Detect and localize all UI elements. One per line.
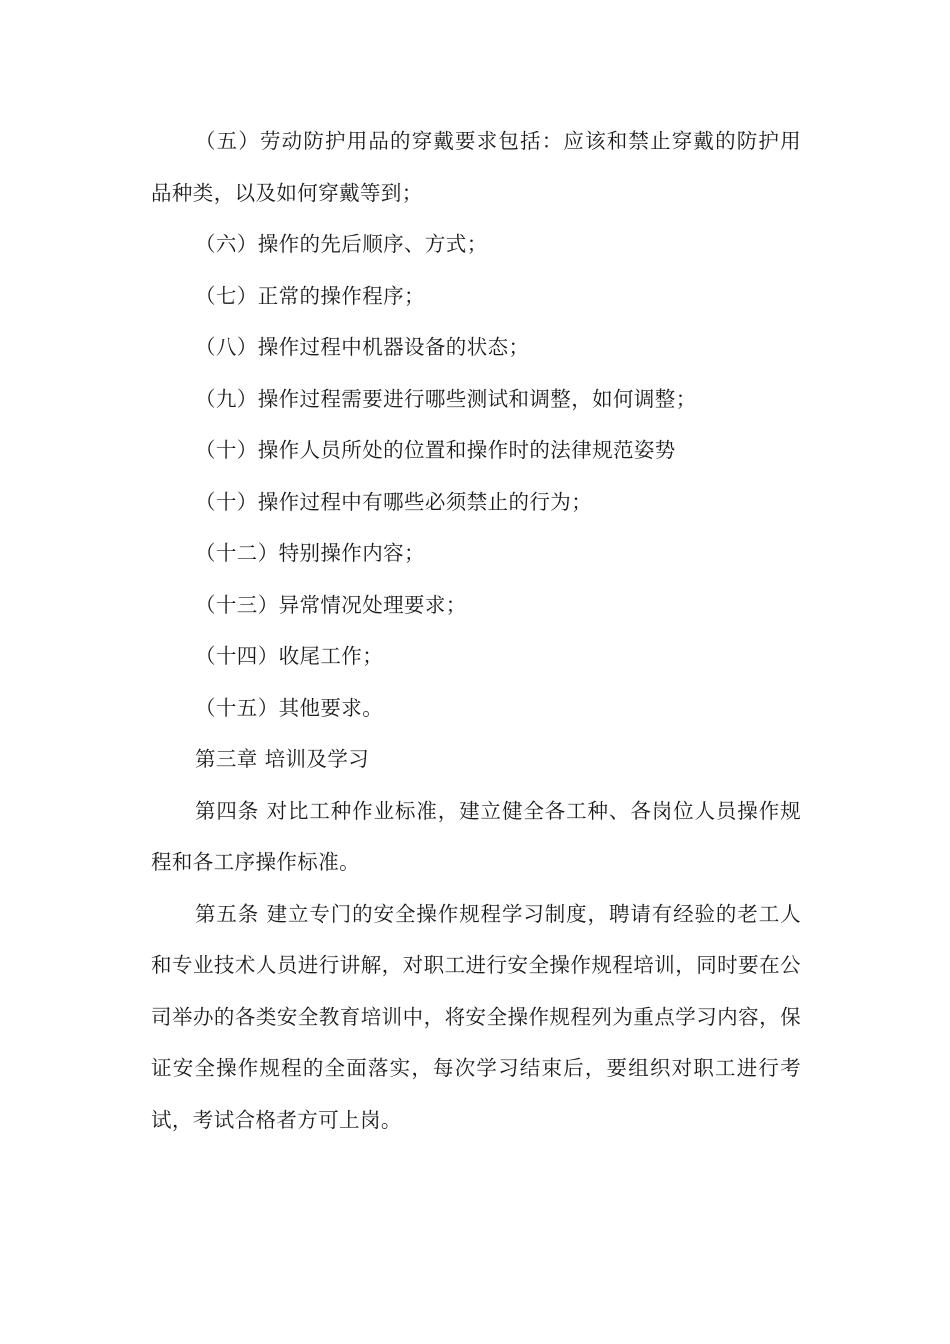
article-4: 第四条 对比工种作业标准，建立健全各工种、各岗位人员操作规程和各工序操作标准。 (151, 798, 801, 874)
paragraph-item-10: （十）操作人员所处的位置和操作时的法律规范姿势 (195, 438, 676, 462)
paragraph-item-14: （十四）收尾工作； (195, 644, 384, 668)
paragraph-item-7: （七）正常的操作程序； (195, 283, 425, 308)
chapter-heading: 第三章 培训及学习 (195, 747, 370, 771)
paragraph-item-12: （十二）特别操作内容； (195, 541, 425, 565)
paragraph-item-9: （九）操作过程需要进行哪些测试和调整，如何调整； (195, 386, 697, 411)
document-body (151, 116, 801, 1146)
paragraph-item-5: （五）劳动防护用品的穿戴要求包括：应该和禁止穿戴的防护用品种类，以及如何穿戴等到； (151, 129, 801, 205)
paragraph-item-8: （八）操作过程中机器设备的状态； (195, 335, 530, 359)
paragraph-item-11: （十）操作过程中有哪些必须禁止的行为； (195, 489, 593, 514)
paragraph-item-15: （十五）其他要求。 (195, 695, 384, 720)
article-5: 第五条 建立专门的安全操作规程学习制度，聘请有经验的老工人和专业技术人员进行讲解，对职工进行安全操作规程培训，同时要在公司举办的各类安全教育培训中，将安全操作规程列为重点学习内容，保证安全操作规程的全面落实，每次学习结束后，要组织对职工进行考试，考试合格者方可上岗。 (151, 901, 801, 1132)
paragraph-item-6: （六）操作的先后顺序、方式； (195, 232, 488, 256)
paragraph-item-13: （十三）异常情况处理要求； (195, 592, 467, 617)
